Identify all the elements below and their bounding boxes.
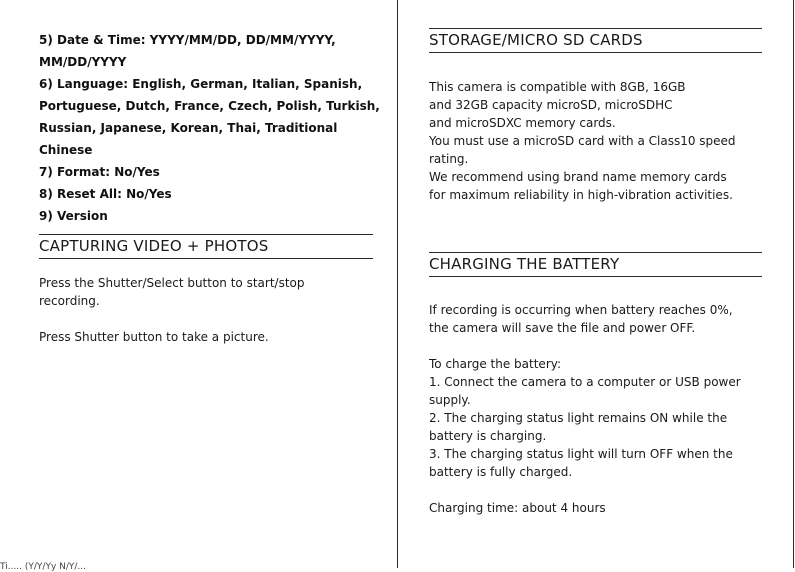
right-page [398,0,795,568]
paragraph-gap [39,310,373,328]
body-text-line: battery is fully charged. [429,465,573,479]
page-edge [793,0,794,568]
body-text-line: 3. The charging status light will turn OFF when the [429,447,733,461]
settings-menu-item: 8) Reset All: No/Yes [39,187,172,201]
body-text-line: This camera is compatible with 8GB, 16GB [429,80,686,94]
capturing-section-body [39,274,373,346]
body-text-line: recording. [39,294,100,308]
body-text-line: and microSDXC memory cards. [429,116,616,130]
storage-section-body [429,78,762,204]
body-text-line: You must use a microSD card with a Class10 speed [429,134,736,148]
body-text-line: the camera will save the file and power OFF. [429,321,696,335]
charging-section-title: CHARGING THE BATTERY [429,252,762,277]
settings-menu-item: 9) Version [39,209,108,223]
capturing-section-title: CAPTURING VIDEO + PHOTOS [39,234,373,259]
settings-menu-item: 5) Date & Time: YYYY/MM/DD, DD/MM/YYYY, [39,33,336,47]
body-text-line: supply. [429,393,471,407]
body-text-line: If recording is occurring when battery reaches 0%, [429,303,733,317]
footer-mark: Ti..... (Y/Y/Yy N/Y/... [0,562,87,572]
body-text-line: 1. Connect the camera to a computer or USB power [429,375,741,389]
body-text-line: We recommend using brand name memory cards [429,170,727,184]
settings-menu-item: 6) Language: English, German, Italian, Spanish, [39,77,363,91]
body-text-line: Charging time: about 4 hours [429,501,606,515]
body-text-line: battery is charging. [429,429,547,443]
body-text-line: and 32GB capacity microSD, microSDHC [429,98,673,112]
settings-menu-item: Portuguese, Dutch, France, Czech, Polish, Turkish, [39,99,380,113]
settings-menu-item: 7) Format: No/Yes [39,165,160,179]
paragraph-gap [429,337,762,355]
settings-menu-list [39,29,384,227]
body-text-line: Press Shutter button to take a picture. [39,330,269,344]
body-text-line: for maximum reliability in high-vibration activities. [429,188,733,202]
body-text-line: 2. The charging status light remains ON while the [429,411,728,425]
settings-menu-item: MM/DD/YYYY [39,55,127,69]
storage-section-title: STORAGE/MICRO SD CARDS [429,28,762,53]
body-text-line: Press the Shutter/Select button to start/stop [39,276,305,290]
charging-section-body [429,301,762,517]
paragraph-gap [429,481,762,499]
body-text-line: rating. [429,152,469,166]
body-text-line: To charge the battery: [429,357,562,371]
settings-menu-item: Russian, Japanese, Korean, Thai, Traditional Chinese [39,121,338,157]
